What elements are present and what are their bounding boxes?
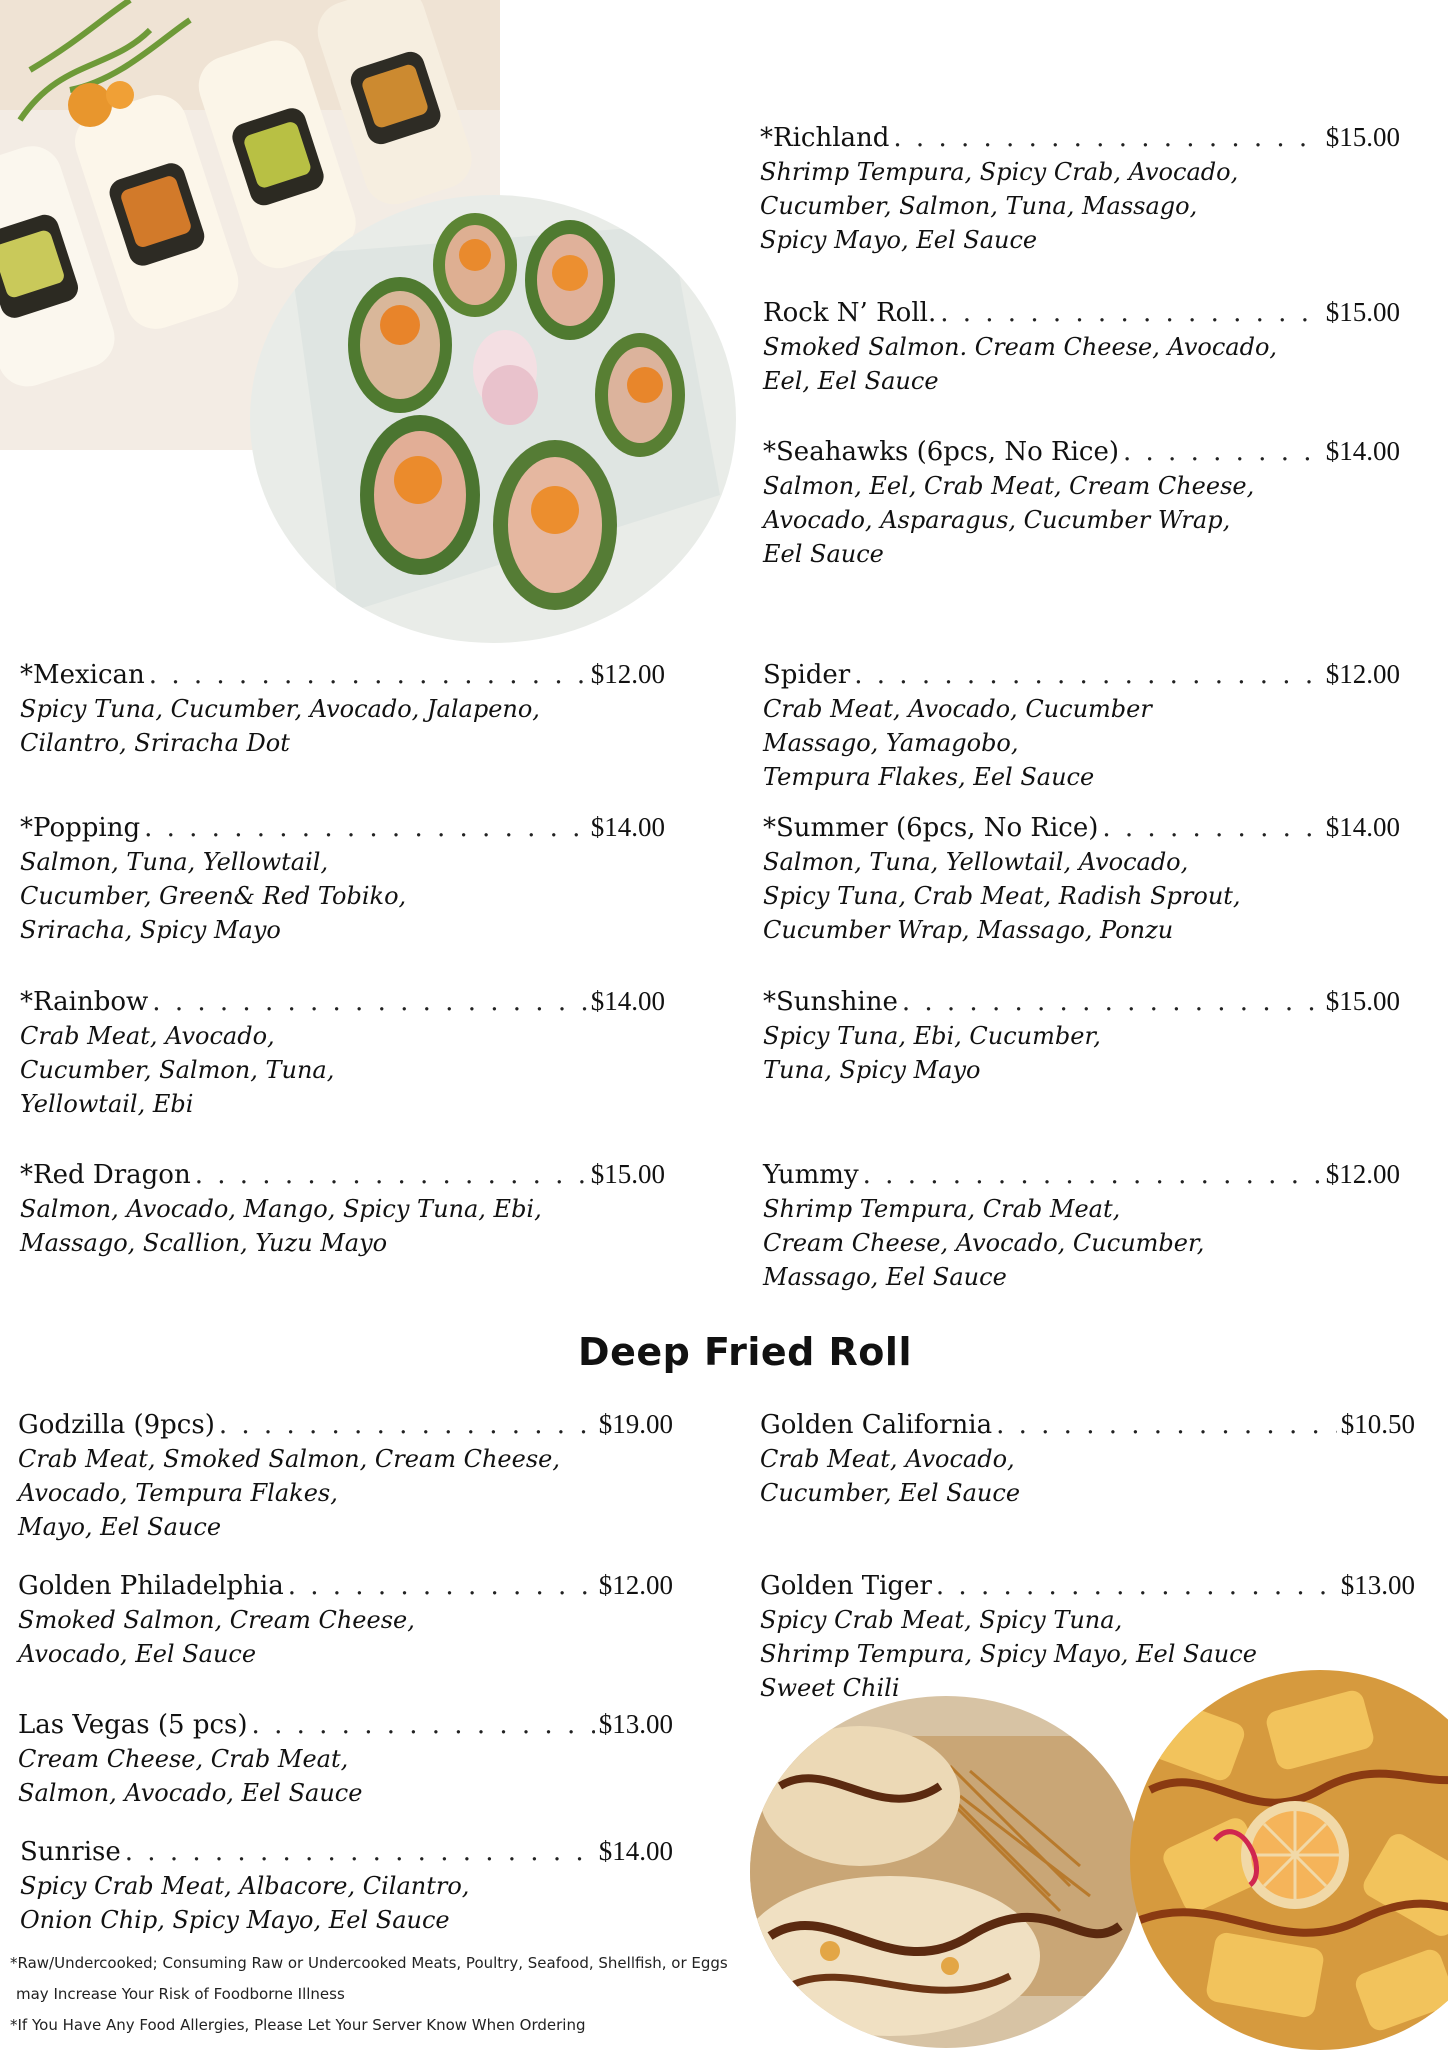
- item-price: $14.00: [590, 986, 665, 1016]
- leader-dots: [1123, 435, 1322, 469]
- leader-dots: [219, 1408, 595, 1442]
- item-name: Golden Philadelphia: [18, 1571, 284, 1601]
- item-name: *Red Dragon: [20, 1160, 191, 1190]
- section-heading-deep-fried-roll: Deep Fried Roll: [578, 1330, 912, 1374]
- menu-item-seahawks: [763, 434, 1400, 571]
- item-price: $12.00: [590, 659, 665, 689]
- item-description: Crab Meat, Avocado, Cucumber, Eel Sauce: [760, 1445, 1021, 1507]
- cucumber-wrap-roll-photo: [250, 195, 736, 643]
- menu-item-yummy: [763, 1157, 1400, 1294]
- menu-item-rock-n-roll: [763, 295, 1400, 398]
- item-description: Smoked Salmon, Cream Cheese, Avocado, Eel Sauce: [18, 1606, 415, 1668]
- item-price: $12.00: [1325, 659, 1400, 689]
- item-price: $12.00: [598, 1570, 673, 1600]
- item-description: Smoked Salmon. Cream Cheese, Avocado, Eel, Eel Sauce: [763, 333, 1278, 395]
- menu-item-golden-california: [760, 1407, 1415, 1510]
- leader-dots: [195, 1158, 587, 1192]
- leader-dots: [144, 811, 587, 845]
- item-price: $13.00: [598, 1709, 673, 1739]
- item-description: Salmon, Avocado, Mango, Spicy Tuna, Ebi, Massago, Scallion, Yuzu Mayo: [20, 1195, 542, 1257]
- item-name: *Seahawks (6pcs, No Rice): [763, 437, 1119, 467]
- leader-dots: [893, 121, 1321, 155]
- item-price: $15.00: [590, 1159, 665, 1189]
- leader-dots: [854, 658, 1322, 692]
- item-name: Golden California: [760, 1410, 993, 1440]
- item-description: Salmon, Tuna, Yellowtail, Cucumber, Green& Red Tobiko, Sriracha, Spicy Mayo: [20, 848, 407, 944]
- menu-item-red-dragon: [20, 1157, 665, 1260]
- leader-dots: [1102, 811, 1321, 845]
- item-description: Crab Meat, Smoked Salmon, Cream Cheese, Avocado, Tempura Flakes, Mayo, Eel Sauce: [18, 1445, 560, 1541]
- leader-dots: [863, 1158, 1322, 1192]
- item-name: Rock N’ Roll.: [763, 298, 937, 328]
- item-description: Spicy Tuna, Ebi, Cucumber, Tuna, Spicy Mayo: [763, 1022, 1101, 1084]
- item-price: $19.00: [598, 1409, 673, 1439]
- item-name: *Popping: [20, 813, 141, 843]
- leader-dots: [902, 985, 1322, 1019]
- deep-fried-roll-photo-left: [750, 1696, 1142, 2048]
- item-description: Spicy Crab Meat, Albacore, Cilantro, Onion Chip, Spicy Mayo, Eel Sauce: [20, 1872, 470, 1934]
- leader-dots: [125, 1835, 595, 1869]
- item-price: $14.00: [590, 812, 665, 842]
- item-description: Cream Cheese, Crab Meat, Salmon, Avocado, Eel Sauce: [18, 1745, 363, 1807]
- item-description: Spicy Crab Meat, Spicy Tuna, Shrimp Tempura, Spicy Mayo, Eel Sauce Sweet Chili: [760, 1606, 1257, 1702]
- leader-dots: [940, 296, 1322, 330]
- item-price: $15.00: [1325, 297, 1400, 327]
- item-name: *Richland: [760, 123, 890, 153]
- menu-item-rainbow: [20, 984, 665, 1121]
- menu-item-mexican: [20, 657, 665, 760]
- item-name: Spider: [763, 660, 851, 690]
- item-name: *Summer (6pcs, No Rice): [763, 813, 1099, 843]
- foodborne-illness-warning: may Increase Your Risk of Foodborne Illness: [16, 1985, 345, 2003]
- menu-item-golden-tiger: [760, 1568, 1415, 1705]
- item-name: *Mexican: [20, 660, 145, 690]
- item-price: $10.50: [1340, 1409, 1415, 1439]
- item-price: $15.00: [1325, 986, 1400, 1016]
- menu-item-spider: [763, 657, 1400, 794]
- item-name: *Sunshine: [763, 987, 898, 1017]
- item-price: $14.00: [598, 1836, 673, 1866]
- menu-item-summer: [763, 810, 1400, 947]
- item-description: Crab Meat, Avocado, Cucumber Massago, Yamagobo, Tempura Flakes, Eel Sauce: [763, 695, 1152, 791]
- leader-dots: [152, 985, 586, 1019]
- item-name: *Rainbow: [20, 987, 149, 1017]
- item-description: Shrimp Tempura, Spicy Crab, Avocado, Cucumber, Salmon, Tuna, Massago, Spicy Mayo, Eel Sauce: [760, 158, 1239, 254]
- item-price: $14.00: [1325, 436, 1400, 466]
- leader-dots: [288, 1569, 595, 1603]
- item-price: $14.00: [1325, 812, 1400, 842]
- item-price: $13.00: [1340, 1570, 1415, 1600]
- menu-item-sunrise: [20, 1834, 673, 1937]
- leader-dots: [149, 658, 587, 692]
- item-description: Crab Meat, Avocado, Cucumber, Salmon, Tuna, Yellowtail, Ebi: [20, 1022, 335, 1118]
- food-allergy-note: *If You Have Any Food Allergies, Please Let Your Server Know When Ordering: [10, 2016, 586, 2034]
- item-name: Yummy: [763, 1160, 859, 1190]
- deep-fried-roll-photo-right: [1130, 1670, 1448, 2050]
- item-price: $12.00: [1325, 1159, 1400, 1189]
- item-description: Spicy Tuna, Cucumber, Avocado, Jalapeno, Cilantro, Sriracha Dot: [20, 695, 540, 757]
- leader-dots: [936, 1569, 1337, 1603]
- raw-undercooked-warning: *Raw/Undercooked; Consuming Raw or Undercooked Meats, Poultry, Seafood, Shellfish, or Eggs: [10, 1954, 728, 1972]
- leader-dots: [252, 1708, 595, 1742]
- item-description: Shrimp Tempura, Crab Meat, Cream Cheese, Avocado, Cucumber, Massago, Eel Sauce: [763, 1195, 1205, 1291]
- leader-dots: [996, 1408, 1337, 1442]
- item-name: Golden Tiger: [760, 1571, 932, 1601]
- allergy-notes: [10, 1948, 770, 2041]
- item-description: Salmon, Eel, Crab Meat, Cream Cheese, Avocado, Asparagus, Cucumber Wrap, Eel Sauce: [763, 472, 1255, 568]
- item-name: Godzilla (9pcs): [18, 1410, 215, 1440]
- item-name: Sunrise: [20, 1837, 121, 1867]
- menu-item-las-vegas: [18, 1707, 673, 1810]
- item-price: $15.00: [1325, 122, 1400, 152]
- item-name: Las Vegas (5 pcs): [18, 1710, 248, 1740]
- menu-item-richland: [760, 120, 1400, 257]
- menu-item-godzilla: [18, 1407, 673, 1544]
- menu-item-popping: [20, 810, 665, 947]
- menu-item-golden-philadelphia: [18, 1568, 673, 1671]
- item-description: Salmon, Tuna, Yellowtail, Avocado, Spicy Tuna, Crab Meat, Radish Sprout, Cucumber Wrap, Massago, Ponzu: [763, 848, 1241, 944]
- menu-item-sunshine: [763, 984, 1400, 1087]
